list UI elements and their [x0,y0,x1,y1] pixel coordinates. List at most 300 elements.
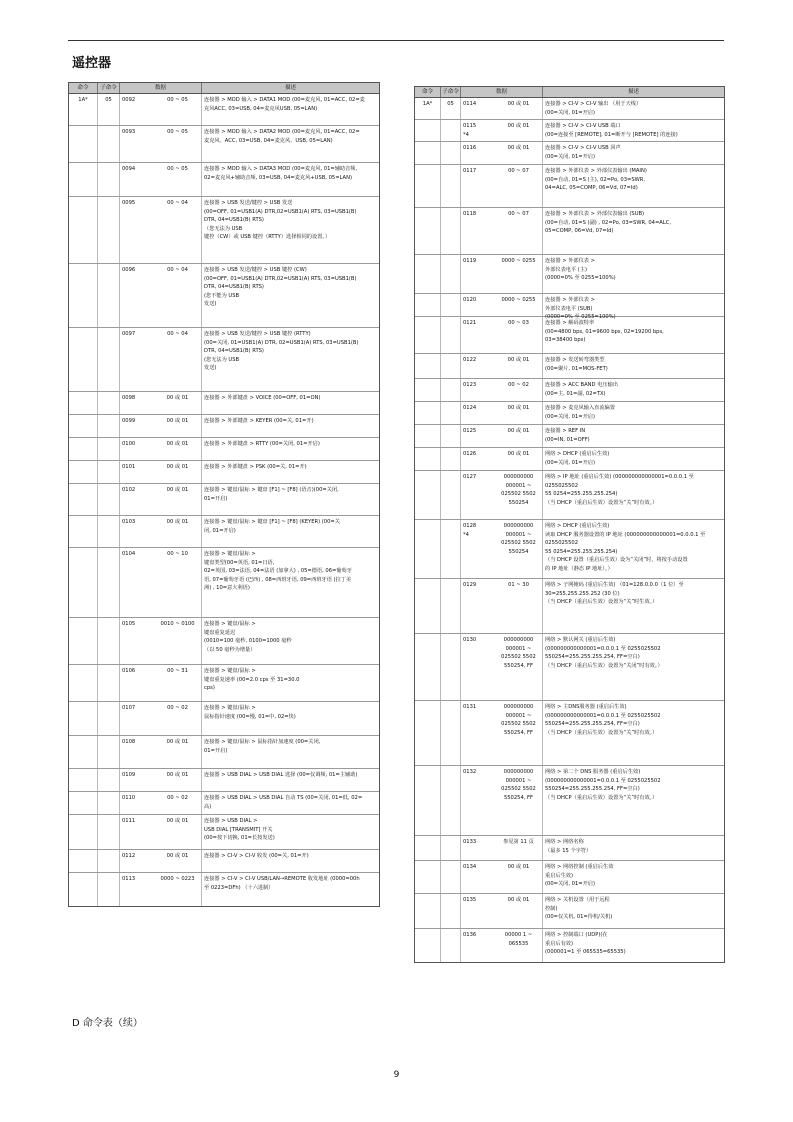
row-code: 0134 [463,864,477,870]
cell-command [69,484,98,515]
table-row [415,317,724,354]
cell-subcommand [441,208,461,254]
cell-description: 连接器 > 外部键盘 > PSK (00=关, 01=开) [204,464,307,470]
cell-description: 连接器 > 外部仪表 > 外部仪表电平 (主) (0000=0% 至 0255=100%) [545,258,616,282]
cell-data [120,328,202,391]
row-code: 0100 [122,441,136,447]
cell-description: 网络 > 主DNS服务器 (重启后生效) (000000000000001=0.0.0.1 至 0255025502 550254=255.255.255.254, FF=空白) （当 DHCP（重启后生效）设置为“关”时有效。） [545,704,661,736]
row-code: 0102 [122,487,136,493]
row-data-value: 00 或 01 [166,395,189,401]
cell-subcommand [441,520,461,578]
cell-data [461,208,543,254]
header-sub: 子命令 [441,87,461,97]
header-cmd: 命令 [415,87,441,97]
cell-subcommand [98,484,120,515]
table-row [69,815,379,850]
table-row [69,438,379,461]
cell-subcommand [441,425,461,447]
row-data-value: 00 ~ 04 [167,200,188,206]
row-code: 0121 [463,320,477,326]
cell-data [461,120,543,141]
cell-command [415,766,441,835]
row-code: 0130 [463,637,477,643]
row-data-value: 00 或 01 [507,451,530,457]
row-code: 0108 [122,739,136,745]
row-data-value: 00 ~ 10 [167,551,188,557]
cell-description: 网络 > 网络名称 （最多 15 个字符） [545,839,592,854]
row-code: 0136 [463,932,477,938]
cell-data [461,634,543,700]
cell-command [69,769,98,791]
table-row [415,836,724,861]
cell-description: 连接器 > 键盘/鼠标 > 鼠标指针加速度 (00=关闭, 01=开启) [204,739,321,754]
row-code: 0098 [122,395,136,401]
cell-data [461,766,543,835]
cell-description: 连接器 > CI-V > CI-V 收发 (00=关, 01=开) [204,853,309,859]
header-cmd: 命令 [69,83,98,93]
row-code: 0133 [463,839,477,845]
cell-description: 连接器 > 键盘/鼠标 > 键盘 [F1] ~ [F8] (语音)(00=关闭, 01=开启) [204,487,339,502]
table-row [69,665,379,702]
row-data-value: 000000000 000001 ~ 025502 5502 550254, FF [501,704,536,736]
cell-description: 网络 > 第二个 DNS 服务器 (重启后生效) (000000000000001=0.0.0.1 至 0255025502 550254=255.255.255.254, FF=空白) （当 DHCP（重启后生效）设置为“关”时有效。） [545,769,661,801]
cell-description: 连接器 > 键盘/鼠标 > 键盘重复延迟 (0010=100 毫秒, 0100=1000 毫秒 （以 50 毫秒为增量） [204,621,292,653]
row-code: 0099 [122,418,136,424]
cell-command [415,120,441,141]
cell-command: 1A* [415,98,441,119]
cell-command [69,438,98,460]
cell-subcommand [441,120,461,141]
cell-data [120,850,202,872]
cell-data [461,354,543,378]
cell-description: 连接器 > 外部键盘 > RTTY (00=关闭, 01=开启) [204,441,320,447]
cell-subcommand [98,197,120,263]
cell-command [69,548,98,617]
row-data-value: 00 或 01 [166,464,189,470]
cell-subcommand [441,766,461,835]
row-code: 0116 [463,145,477,151]
table-row [69,126,379,163]
cell-subcommand [441,448,461,470]
table-row [69,792,379,815]
cell-command [69,702,98,735]
cell-data [461,98,543,119]
cell-subcommand [98,126,120,162]
cell-command [69,126,98,162]
cell-command [415,354,441,378]
row-data-value: 00 ~ 05 [167,97,188,103]
table-row [415,579,724,634]
table-row [69,163,379,197]
table-row [69,873,379,906]
cell-data [461,142,543,164]
cell-command [415,929,441,962]
cell-command [415,142,441,164]
cell-description: 连接器 > CI-V > CI-V USB/LAN→REMOTE 收发地址 (0000=00h 至 0223=DFh) （十六进制） [204,876,360,891]
row-data-value: 000000000 000001 ~ 025502 5502 550254 [501,474,536,506]
row-data-value: 000000000 000001 ~ 025502 5502 550254 [501,523,536,555]
row-code: 0115 *4 [463,122,497,139]
cell-subcommand [441,471,461,519]
cell-description: 网络 > 网络控制 (重启后生效 重启后生效) (00=关闭, 01=开启) [545,864,614,888]
row-data-value: 000000000 000001 ~ 025502 5502 550254, FF [501,637,536,669]
row-data-value: 00 或 01 [166,772,189,778]
cell-command [69,665,98,701]
cell-data [461,448,543,470]
cell-description: 网络 > 关机设置（用于远程 控制) (00=仅关机, 01=待机/关机) [545,897,613,921]
row-data-value: 0000 ~ 0255 [501,258,536,264]
row-data-value: 00000 1 ~ 065535 [504,932,533,947]
cell-data [120,126,202,162]
row-data-value: 00 ~ 02 [508,382,529,388]
table-row [415,448,724,471]
row-code: 0117 [463,168,477,174]
row-data-value: 00 或 01 [166,441,189,447]
row-code: 0111 [122,818,136,824]
cell-data [120,618,202,664]
cell-data [120,438,202,460]
cell-data [461,701,543,765]
command-table-right [414,86,725,963]
row-data-value: 00 或 01 [166,739,189,745]
top-rule [68,40,724,41]
table-row [69,264,379,328]
cell-data [120,197,202,263]
row-data-value: 00 ~ 07 [508,211,529,217]
cell-data [120,792,202,814]
cell-data [461,520,543,578]
cell-description: 连接器 > USB DIAL > USB DIAL [TRANSMIT] 开关 (00=按下切换, 01=长按发送) [204,818,275,842]
row-data-value: 00 或 01 [507,428,530,434]
table-row [69,618,379,665]
table-row [69,461,379,484]
table-row [415,766,724,836]
cell-subcommand [98,702,120,735]
cell-description: 连接器 > 外部仪表 > 外部仪表电平 (SUB) (0000=0% 至 0255=100%) [545,297,616,321]
cell-command [69,792,98,814]
cell-data [120,94,202,125]
cell-description: 网络 > DHCP (重启后生效) 读取 DHCP 服务器设置的 IP 地址 (000000000000001=0.0.0.1 至 0255025502 55 0254=255.255.255.254) （当 DHCP 设置（重启后生效）设为“关闭”时，将按手动设置 的 IP 地址（静态 IP 地址）。） [545,523,706,572]
cell-data [120,815,202,849]
cell-description: 连接器 > ACC BAND 电压输出 (00=主, 01=副, 02=TX) [545,382,618,397]
row-data-value: 00 ~ 04 [167,331,188,337]
cell-command [415,379,441,401]
cell-description: 连接器 > CI-V > CI-V 输出 （用于天线） (00=关闭, 01=开启) [545,101,642,116]
cell-description: 连接器 > 外部键盘 > VOICE (00=OFF, 01=ON) [204,395,321,401]
cell-description: 连接器 > MOD 输入 > DATA2 MOD (00=麦克风, 01=ACC, 02= 麦克风、ACC, 03=USB, 04=麦克风、USB, 05=LAN) [204,129,360,144]
row-code: 0096 [122,267,136,273]
row-code: 0114 [463,101,477,107]
row-code: 0095 [122,200,136,206]
cell-command [415,894,441,928]
row-data-value: 00 ~ 05 [167,129,188,135]
cell-description: 连接器 > REF IN (00=IN, 01=OFF) [545,428,590,443]
row-data-value: 01 ~ 30 [508,582,529,588]
cell-description: 网络 > 子网掩码 (重启后生效) （01=128.0.0.0（1 位）至 30=255.255.255.252 (30 位) （当 DHCP（重启后生效）设置为“关”时生效。） [545,582,684,606]
cell-description: 网络 > 默认网关 (重启后生效) (000000000000001=0.0.0.1 至 0255025502 550254=255.255.255.254, FF=空白) （当 DHCP（重启后生效）设置为“关闭”时有效。） [545,637,663,669]
row-code: 0105 [122,621,136,627]
cell-subcommand [441,165,461,207]
cell-command [415,402,441,424]
row-code: 0112 [122,853,136,859]
cell-subcommand [441,255,461,293]
row-code: 0092 [122,97,136,103]
row-data-value: 00 或 01 [507,101,530,107]
row-data-value: 00 或 01 [166,853,189,859]
cell-command: 1A* [69,94,98,125]
table-row [415,701,724,766]
cell-subcommand [441,701,461,765]
row-note: *4 [463,131,469,138]
page-number: 9 [393,1070,400,1080]
cell-data [120,392,202,414]
command-table-left [68,82,380,907]
cell-subcommand [441,579,461,633]
cell-command [69,815,98,849]
table-row [415,402,724,425]
cell-description: 连接器 > 键盘/鼠标 > 鼠标指针速度 (00=慢, 01=中, 02=快) [204,705,296,720]
row-code: 0113 [122,876,136,882]
cell-command [415,425,441,447]
cell-subcommand [441,894,461,928]
cell-subcommand [98,815,120,849]
cell-data [461,425,543,447]
cell-data [120,736,202,768]
cell-data [120,516,202,547]
cell-data [461,894,543,928]
table-row [415,255,724,294]
row-data-value: 00 或 01 [507,357,530,363]
cell-command [69,736,98,768]
row-code: 0104 [122,551,136,557]
row-data-value: 00 ~ 02 [167,795,188,801]
row-code: 0120 [463,297,477,303]
table-row [415,425,724,448]
cell-description: 连接器 > 外部键盘 > KEYER (00=关, 01=开) [204,418,314,424]
row-data-value: 0000 ~ 0255 [501,297,536,303]
cell-data [120,873,202,906]
page-title: 遥控器 [72,56,112,71]
row-code: 0129 [463,582,477,588]
cell-subcommand [441,142,461,164]
cell-description: 连接器 > USB 发送/键控 > USB 发送 (00=OFF, 01=USB1(A) DTR,02=USB1(A) RTS, 03=USB1(B) DTR, 04=USB1(B) RTS) （您无法为 USB 键控（CW）或 USB 键控（RTTY）选择相同的设置。） [204,200,357,241]
row-data-value: 00 或 01 [507,897,530,903]
table-row [415,98,724,120]
row-data-value: 00 ~ 31 [167,668,188,674]
cell-data [461,836,543,860]
table-header [69,83,379,94]
cell-subcommand [98,736,120,768]
cell-data [120,484,202,515]
row-data-value: 00 或 01 [507,145,530,151]
cell-command [69,264,98,327]
cell-command [69,516,98,547]
cell-description: 连接器 > 键盘/鼠标 > 键盘重复速率 (00=2.0 cps 至 31=30.0 cps) [204,668,300,692]
cell-subcommand [98,516,120,547]
header-data: 数据 [461,87,543,97]
table-row [415,894,724,929]
cell-description: 连接器 > MOD 输入 > DATA3 MOD (00=麦克风, 01=辅助音频, 02=麦克风+辅助音频, 03=USB, 04=麦克风+USB, 05=LAN) [204,166,358,181]
cell-description: 连接器 > USB 发送/键控 > USB 键控 (RTTY) (00=关闭, 01=USB1(A) DTR, 02=USB1(A) RTS, 03=USB1(B) DTR, 04=USB1(B) RTS) (您无法为 USB 发送) [204,331,359,372]
table-row [415,379,724,402]
row-code: 0101 [122,464,136,470]
header-desc: 描述 [284,85,296,91]
header-sub: 子命令 [98,83,120,93]
row-code: 0097 [122,331,136,337]
cell-command [415,208,441,254]
row-data-value: 00 或 01 [166,418,189,424]
cell-data [461,294,543,316]
cell-description: 连接器 > MOD 输入 > DATA1 MOD (00=麦克风, 01=ACC, 02=麦 克风ACC, 03=USB, 04=麦克风USB, 05=LAN) [204,97,365,112]
cell-data [461,317,543,353]
cell-command [415,294,441,316]
cell-description: 连接器 > CI-V > CI-V USB 回声 (00=关闭, 01=开启) [545,145,621,160]
cell-subcommand [98,461,120,483]
row-code: 0107 [122,705,136,711]
row-note: *4 [463,531,469,538]
row-code: 0125 [463,428,477,434]
cell-data [461,471,543,519]
cell-command [415,317,441,353]
cell-description: 连接器 > 麦克风输入直流偏置 (00=关闭, 01=开启) [545,405,615,420]
table-row [69,328,379,392]
row-code: 0135 [463,897,477,903]
cell-subcommand [98,850,120,872]
cell-command [415,471,441,519]
cell-description: 连接器 > USB 发送/键控 > USB 键控 (CW) (00=OFF, 01=USB1(A) DTR,02=USB1(A) RTS, 03=USB1(B) DTR, 04=USB1(B) RTS) (您不能为 USB 发送) [204,267,357,308]
row-code: 0124 [463,405,477,411]
row-code: 0118 [463,211,477,217]
cell-subcommand [98,792,120,814]
row-code: 0131 [463,704,477,710]
table-row [69,197,379,264]
cell-subcommand [98,873,120,906]
cell-subcommand [98,163,120,196]
table-row [415,861,724,894]
table-row [415,165,724,208]
row-data-value: 00 ~ 03 [508,320,529,326]
row-code: 0122 [463,357,477,363]
cell-data [120,769,202,791]
cell-subcommand: 05 [441,98,461,119]
row-data-value: 00 或 01 [507,405,530,411]
cell-subcommand [98,548,120,617]
row-code: 0106 [122,668,136,674]
cell-data [120,415,202,437]
table-row [69,548,379,618]
table-row [69,415,379,438]
cell-description: 网络 > IP 地址 (重启后生效) (000000000000001=0.0.0.1 至 0255025502 55 0254=255.255.255.254) （当 DHCP（重启后生效）设置为“关”时有效。） [545,474,694,506]
cell-subcommand [98,392,120,414]
row-code: 0110 [122,795,136,801]
cell-command [415,861,441,893]
cell-description: 连接器 > 键盘/鼠标 > 键盘类型(00=英语, 01=日语, 02=英国, 03=法语, 04=法语 (加拿大) , 05=德语, 06=葡萄牙 语, 07=葡萄牙语 (巴西) , 08=西班牙语, 09=西班牙语 (拉丁美 洲) , 10=意大利语) [204,551,352,592]
row-code: 0132 [463,769,477,775]
cell-command [69,873,98,906]
cell-command [415,448,441,470]
cell-subcommand [98,415,120,437]
cell-subcommand [441,634,461,700]
cell-command [69,197,98,263]
cell-description: 连接器 > 外部仪表 > 外部仪表输出 (SUB) (00=自动, 01=S (副) , 02=Po, 03=SWR, 04=ALC, 05=COMP, 06=Vd, 07=Id) [545,211,672,235]
cell-command [415,520,441,578]
cell-description: 网络 > DHCP (重启后生效) (00=关闭, 01=开启) [545,451,610,466]
cell-command [69,163,98,196]
row-data-value: 0000 ~ 0223 [160,876,195,882]
cell-subcommand [98,769,120,791]
row-data-value: 00 ~ 07 [508,168,529,174]
row-data-value: 00 或 01 [166,487,189,493]
cell-data [120,461,202,483]
row-code: 0093 [122,129,136,135]
cell-subcommand: 05 [98,94,120,125]
row-code: 0127 [463,474,477,480]
row-data-value: 000000000 000001 ~ 025502 5502 550254, FF [501,769,536,801]
cell-subcommand [441,836,461,860]
table-row [415,634,724,701]
cell-command [415,579,441,633]
row-data-value: 00 或 01 [166,818,189,824]
cell-description: 连接器 > 键盘/鼠标 > 键盘 [F1] ~ [F8] (KEYER) (00=关 闭, 01=开启) [204,519,340,534]
row-data-value: 参见第 11 页 [503,839,534,845]
cell-data [461,379,543,401]
row-data-value: 00 或 01 [507,864,530,870]
cell-data [120,702,202,735]
cell-command [69,461,98,483]
table-row [415,354,724,379]
cell-data [120,163,202,196]
cell-command [69,415,98,437]
cell-subcommand [98,618,120,664]
table-row [415,929,724,962]
cell-subcommand [441,861,461,893]
table-row [415,471,724,520]
cell-subcommand [441,402,461,424]
cell-subcommand [441,929,461,962]
cell-description: 连接器 > 外部仪表 > 外部仪表输出 (MAIN) (00=自动, 01=S (主), 02=Po, 03=SWR, 04=ALC, 05=COMP, 06=Vd, 07=Id) [545,168,647,192]
cell-subcommand [441,354,461,378]
cell-data [461,929,543,962]
cell-data [120,665,202,701]
table-row [69,392,379,415]
table-row [69,702,379,736]
table-row [415,520,724,579]
row-code: 0126 [463,451,477,457]
cell-command [415,165,441,207]
cell-subcommand [98,328,120,391]
cell-data [461,165,543,207]
cell-subcommand [441,379,461,401]
table-row [69,736,379,769]
cell-data [461,861,543,893]
cell-command [69,618,98,664]
table-row [69,850,379,873]
cell-subcommand [441,317,461,353]
cell-data [120,264,202,327]
table-caption: D 命令表（续） [72,1018,143,1029]
table-row [69,484,379,516]
table-header [415,87,724,98]
cell-description: 连接器 > USB DIAL > USB DIAL 选择 (00=仅调频, 01=主辅助) [204,772,358,778]
table-row [69,769,379,792]
row-code: 0109 [122,772,136,778]
cell-command [415,255,441,293]
cell-description: 连接器 > USB DIAL > USB DIAL 自动 TS (00=关闭, 01=低, 02= 高) [204,795,363,810]
cell-subcommand [98,264,120,327]
cell-data [461,402,543,424]
row-code: 0123 [463,382,477,388]
table-row [415,294,724,321]
